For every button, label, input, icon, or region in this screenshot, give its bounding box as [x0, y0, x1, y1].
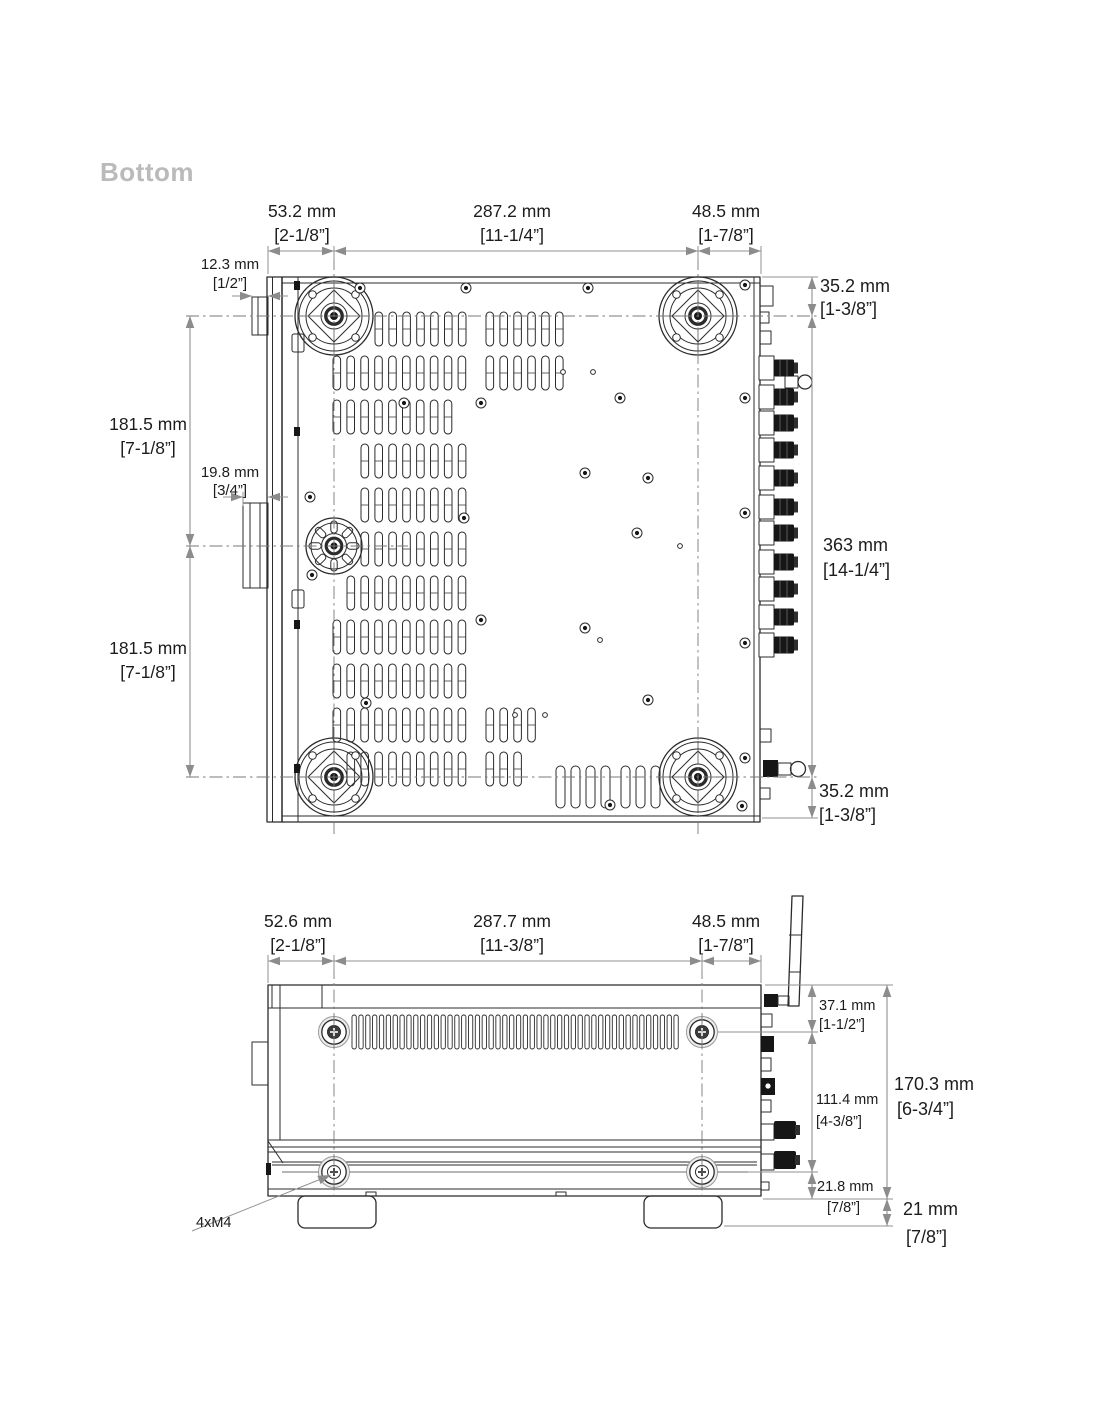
dim-label: 181.5 mm [109, 638, 187, 658]
rear-bracket [760, 286, 773, 306]
dimension-arrow [698, 247, 710, 256]
vent-slot [496, 1015, 500, 1049]
dimension-arrow [322, 247, 334, 256]
dim-label: 21.8 mm [817, 1179, 874, 1195]
dim-label: 48.5 mm [691, 911, 761, 931]
vent-slot [489, 1015, 493, 1049]
vent-slot [407, 1015, 411, 1049]
vent-slot [441, 1015, 445, 1049]
vent-slot [636, 766, 645, 808]
vent-slot [352, 1015, 356, 1049]
dim-label: [1-3/8”] [820, 299, 878, 319]
dimension-arrow [808, 304, 817, 316]
vent-slot [633, 1015, 637, 1049]
wifi-antenna [788, 896, 803, 1006]
vent-slot [619, 1015, 623, 1049]
dimension-arrow [322, 957, 334, 966]
vent-slot [373, 1015, 377, 1049]
dimension-arrow [808, 765, 817, 777]
dim-label: 287.2 mm [473, 201, 551, 221]
speaker-terminal [759, 605, 798, 629]
dim-label: [4-3/8”] [816, 1114, 862, 1130]
section-title: Bottom [100, 157, 194, 187]
vent-slot [674, 1015, 678, 1049]
dimension-arrow [334, 957, 346, 966]
dimension-arrow [808, 1160, 817, 1172]
dim-label: 48.5 mm [691, 201, 761, 221]
vent-slot [393, 1015, 397, 1049]
dim-label: 35.2 mm [820, 276, 891, 296]
speaker-terminal [759, 521, 798, 545]
vent-slot [556, 766, 565, 808]
vent-slot [653, 1015, 657, 1049]
dimension-arrow [186, 546, 195, 558]
vent-slot [647, 1015, 651, 1049]
dim-label: 363 mm [823, 535, 889, 555]
pin-hole [513, 713, 518, 718]
dimension-arrow [808, 277, 817, 289]
dimension-arrow [883, 1187, 892, 1199]
vent-slot [359, 1015, 363, 1049]
vent-slot [468, 1015, 472, 1049]
vent-slot [503, 1015, 507, 1049]
pin-hole [561, 370, 566, 375]
antenna-hinge [764, 994, 778, 1007]
dimension-arrow [240, 292, 252, 301]
dim-label: [1-3/8”] [819, 805, 877, 825]
bottom-view [243, 277, 812, 822]
speaker-terminal [759, 577, 798, 601]
vent-slot [605, 1015, 609, 1049]
dim-label: [7-1/8”] [120, 662, 176, 682]
dimension-arrow [334, 247, 346, 256]
dimension-arrow [808, 316, 817, 328]
rear-connector [761, 1036, 774, 1052]
dim-label: [11-3/8”] [480, 935, 544, 955]
dimension-arrow [686, 247, 698, 256]
dim-label: 37.1 mm [819, 998, 876, 1014]
front-knob [252, 1042, 268, 1085]
vent-slot [482, 1015, 486, 1049]
dimension-arrow [883, 1199, 892, 1211]
dimension-arrow [883, 1214, 892, 1226]
vent-slot [599, 1015, 603, 1049]
dimension-arrow [808, 1172, 817, 1184]
dim-label: 287.7 mm [473, 911, 551, 931]
dim-label: 111.4 mm [816, 1092, 879, 1108]
vent-slot [586, 766, 595, 808]
dimension-arrow [749, 247, 761, 256]
bottom-view-details [294, 277, 798, 816]
speaker-terminal [774, 1121, 796, 1139]
rear-connector [761, 1100, 771, 1112]
foot [298, 1196, 376, 1228]
dim-label: [2-1/8”] [270, 935, 326, 955]
pin-hole [543, 713, 548, 718]
vent-slot [462, 1015, 466, 1049]
vent-slot [427, 1015, 431, 1049]
dimension-arrow [808, 1187, 817, 1199]
dimension-arrow [690, 957, 702, 966]
dim-label: 53.2 mm [267, 201, 337, 221]
speaker-terminal [759, 550, 798, 574]
dimension-arrow [268, 247, 280, 256]
dimension-arrow [702, 957, 714, 966]
dimension-arrow [186, 534, 195, 546]
vent-slot [448, 1015, 452, 1049]
dimension-arrow [808, 1032, 817, 1044]
pin-hole [591, 370, 596, 375]
vent-slot [660, 1015, 664, 1049]
speaker-terminal [759, 438, 798, 462]
dim-label: [7-1/8”] [120, 438, 176, 458]
vent-slot [667, 1015, 671, 1049]
vent-slot [612, 1015, 616, 1049]
vent-slot [400, 1015, 404, 1049]
foot [644, 1196, 722, 1228]
dim-label: [7/8”] [906, 1227, 948, 1247]
vent-slot [386, 1015, 390, 1049]
dimension-arrow [186, 765, 195, 777]
vent-slot [366, 1015, 370, 1049]
speaker-terminal [759, 385, 798, 409]
dimension-arrow [808, 806, 817, 818]
dim-label: [14-1/4”] [823, 560, 891, 580]
speaker-terminal [774, 1151, 796, 1169]
dimension-arrow [883, 985, 892, 997]
vent-slot [523, 1015, 527, 1049]
vent-slot [544, 1015, 548, 1049]
antenna-ball [798, 375, 812, 389]
speaker-terminal [759, 466, 798, 490]
antenna-connector [785, 376, 798, 388]
vent-slot [571, 1015, 575, 1049]
dimension-arrow [268, 957, 280, 966]
dim-label: 21 mm [903, 1199, 959, 1219]
vent-slot [434, 1015, 438, 1049]
vent-slot [640, 1015, 644, 1049]
vent-slot [578, 1015, 582, 1049]
vent-slot [621, 766, 630, 808]
speaker-terminal [759, 411, 798, 435]
dimension-arrow [268, 493, 280, 502]
dimension-arrow [268, 292, 280, 301]
vent-slot [516, 1015, 520, 1049]
vent-slot [585, 1015, 589, 1049]
vent-slot [530, 1015, 534, 1049]
vent-slot [571, 766, 580, 808]
antenna-ball [791, 762, 806, 777]
vent-slot [510, 1015, 514, 1049]
dimension-arrow [749, 957, 761, 966]
dim-label: [6-3/4”] [897, 1099, 955, 1119]
dim-label: 35.2 mm [819, 781, 890, 801]
vent-slot [414, 1015, 418, 1049]
screw-spec-label: 4xM4 [196, 1215, 232, 1231]
dim-label: [2-1/8”] [274, 225, 330, 245]
vent-slot [626, 1015, 630, 1049]
dim-label: [1-1/2”] [819, 1017, 865, 1033]
vent-slot [592, 1015, 596, 1049]
vent-slot [421, 1015, 425, 1049]
dim-label: 12.3 mm [200, 256, 260, 273]
antenna-connector [763, 760, 778, 777]
dim-label: [1-7/8”] [698, 225, 754, 245]
vent-slot [551, 1015, 555, 1049]
dimension-arrow [186, 316, 195, 328]
dim-label: [11-1/4”] [480, 225, 544, 245]
dimension-arrow [808, 1020, 817, 1032]
dim-label: 181.5 mm [109, 414, 187, 434]
speaker-terminal [759, 356, 798, 380]
vent-slot [475, 1015, 479, 1049]
handle-tab [243, 503, 268, 588]
speaker-terminal [759, 495, 798, 519]
vent-slot [455, 1015, 459, 1049]
vent-slot [379, 1015, 383, 1049]
pin-hole [678, 544, 683, 549]
vent-slot [564, 1015, 568, 1049]
speaker-terminal [759, 633, 798, 657]
dim-label: [7/8”] [827, 1200, 861, 1216]
dim-label: 170.3 mm [894, 1074, 975, 1094]
front-panel-edge [267, 277, 282, 822]
dim-label: [1-7/8”] [698, 935, 754, 955]
dim-label: [3/4”] [212, 482, 248, 499]
vent-slot [537, 1015, 541, 1049]
dim-label: 19.8 mm [200, 464, 260, 481]
rear-connector [761, 1014, 772, 1027]
vent-slot [558, 1015, 562, 1049]
dim-label: 52.6 mm [263, 911, 333, 931]
dimension-arrow [808, 985, 817, 997]
dim-label: [1/2”] [212, 275, 248, 292]
pin-hole [598, 638, 603, 643]
dimension-arrow [808, 777, 817, 789]
rear-connector [761, 1058, 771, 1071]
